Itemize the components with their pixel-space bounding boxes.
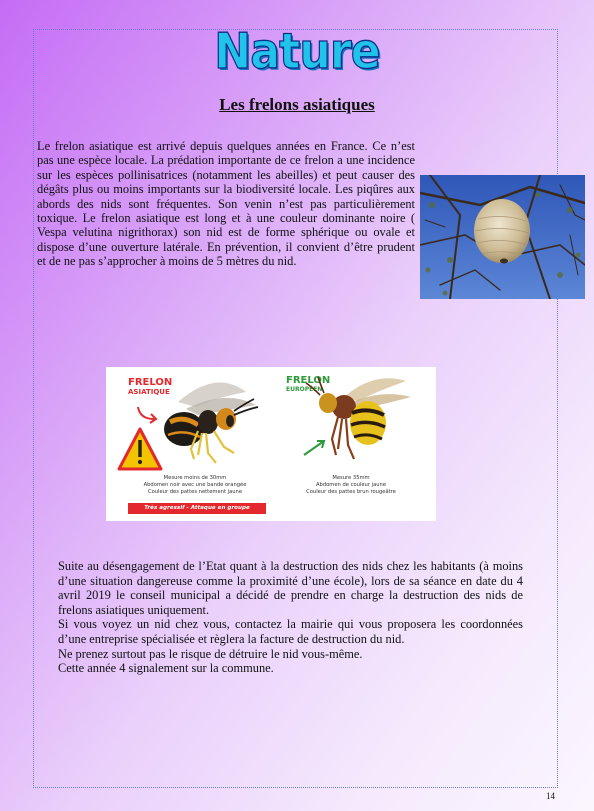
european-arrow — [304, 441, 324, 455]
paragraph-warning: Ne prenez surtout pas le risque de détruire le nid vous-même. — [58, 646, 363, 661]
hornet-comparison-poster — [106, 367, 436, 521]
warning-triangle-icon — [119, 429, 161, 469]
european-title-line2: EUROPÉEN — [286, 386, 323, 393]
european-title-line1: FRELON — [286, 375, 331, 386]
hornet-nest-photo — [420, 175, 585, 299]
asian-hornet-illustration — [164, 383, 258, 463]
page-number: 14 — [546, 791, 555, 801]
asian-warning-bar: Très agressif - Attaque en groupe — [128, 503, 266, 514]
european-legs-text: Couleur des pattes brun rougeâtre — [306, 489, 396, 495]
european-size-text: Mesure 35mm — [332, 475, 370, 481]
section-wordart-title: Nature — [214, 23, 380, 80]
asian-abdomen-text: Abdomen noir avec une bande orangée — [143, 482, 247, 488]
paragraph-state-withdrawal: Suite au désengagement de l’Etat quant à la destruction des nids chez les habitants (à moins d’une situation dangereuse comme la proximité d’une école), lors de sa séance en date du 4 avril 2019 le conseil municipal a décidé de prendre en charge la destruction des nids de frelons asiatiques uniquement. — [58, 559, 523, 617]
article-title: Les frelons asiatiques — [219, 95, 375, 114]
asian-arrow — [138, 407, 154, 419]
asian-legs-text: Couleur des pattes nettement jaune — [147, 489, 243, 495]
hornet-illustrations — [106, 367, 436, 521]
paragraph-reports: Cette année 4 signalement sur la commune. — [58, 661, 274, 676]
asian-size-text: Mesure moins de 30mm — [163, 475, 227, 481]
european-abdomen-text: Abdomen de couleur jaune — [315, 482, 387, 488]
intro-paragraph: Le frelon asiatique est arrivé depuis quelques années en France. Ce n’est pas une espèce locale. La prédation importante de ce frelon a une incidence sur les espèces pollinisatrices (notamment les abeilles) et peut causer des dégâts plus ou moins importants sur la biodiversité locale. Les piqûres aux abords des nids sont fréquentes. Son venin n’est pas particulièrement toxique. Le frelon asiatique est long et à une couleur dominante noire ( Vespa velutina nigrithorax) son nid est de forme sphérique ou ovale et dispose d’une ouverture latérale. En prévention, il convient d’être prudent et de ne pas s’approcher à moins de 5 mètres du nid. — [37, 139, 415, 269]
paragraph-contact-mairie: Si vous voyez un nid chez vous, contactez la mairie qui vous proposera les coordonnées d’une entreprise spécialisée et règlera la facture de destruction du nid. — [58, 617, 523, 646]
asian-title-line1: FRELON — [128, 377, 173, 388]
followup-section — [58, 559, 523, 676]
nest-photo-drawing — [420, 175, 585, 299]
asian-title-line2: ASIATIQUE — [128, 388, 170, 396]
